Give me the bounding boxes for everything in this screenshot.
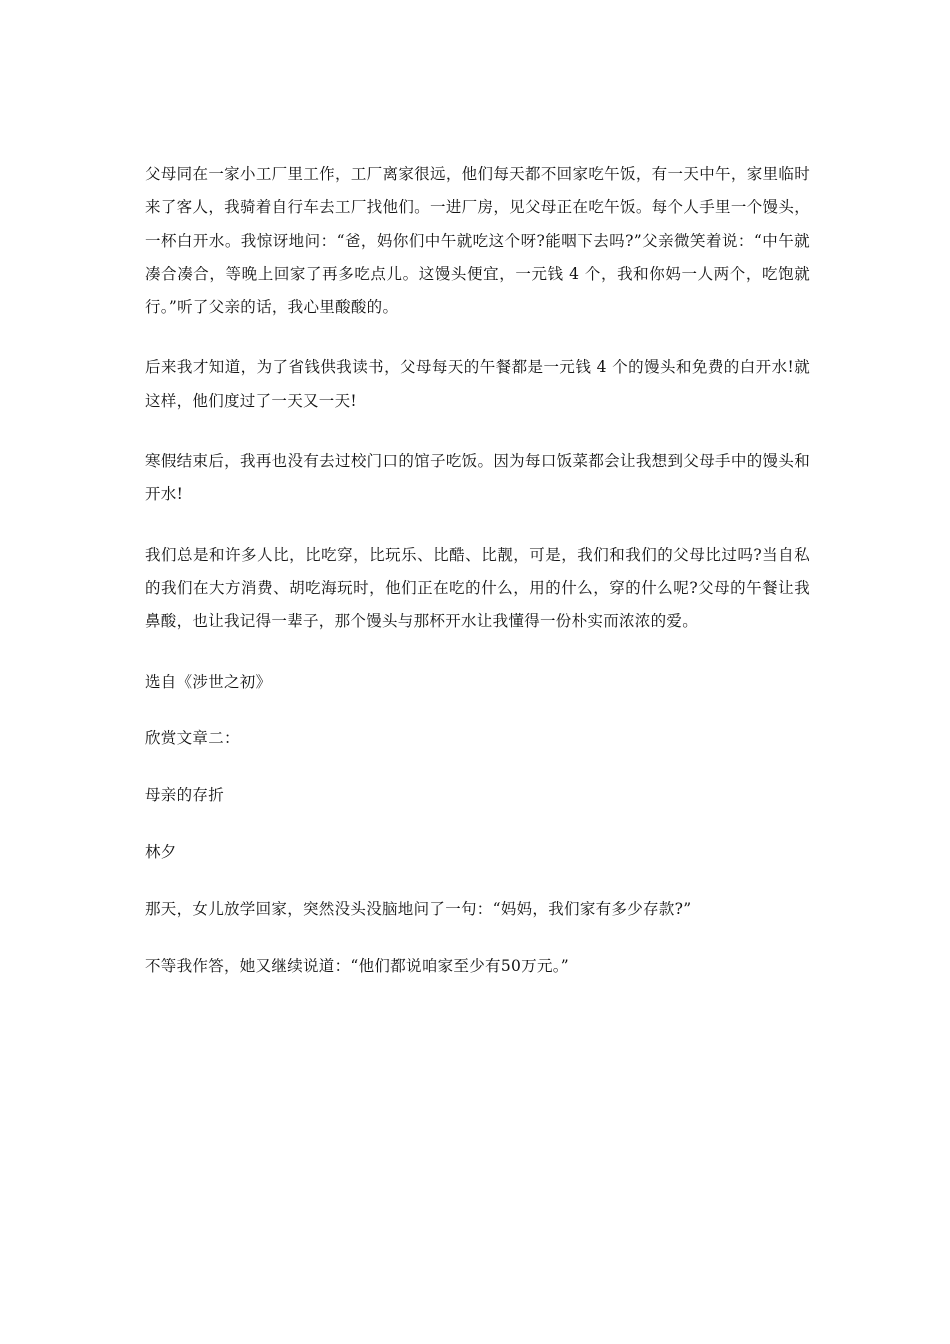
paragraph-daughter-question: 那天，女儿放学回家，突然没头没脑地问了一句：“妈妈，我们家有多少存款?” bbox=[145, 899, 692, 918]
paragraph-winter-break: 寒假结束后，我再也没有去过校门口的馆子吃饭。因为每口饭菜都会让我想到父母手中的馒头和开水! bbox=[145, 452, 810, 504]
article-author: 林夕 bbox=[145, 842, 177, 861]
paragraph-saving-money: 后来我才知道，为了省钱供我读书，父母每天的午餐都是一元钱 4 个的馒头和免费的白开水!就这样，他们度过了一天又一天! bbox=[145, 358, 810, 410]
source-citation: 选自《涉世之初》 bbox=[145, 672, 272, 691]
article-title: 母亲的存折 bbox=[145, 786, 225, 805]
section-heading: 欣赏文章二： bbox=[145, 729, 240, 748]
paragraph-reflection: 我们总是和许多人比，比吃穿，比玩乐、比酷、比靓，可是，我们和我们的父母比过吗?当自私的我们在大方消费、胡吃海玩时，他们正在吃的什么，用的什么，穿的什么呢?父母的午餐让我鼻酸，也让我记得一辈子，那个馒头与那杯开水让我懂得一份朴实而浓浓的爱。 bbox=[145, 545, 810, 631]
document-body bbox=[145, 158, 810, 1006]
paragraph-factory-lunch: 父母同在一家小工厂里工作，工厂离家很远，他们每天都不回家吃午饭，有一天中午，家里临时来了客人，我骑着自行车去工厂找他们。一进厂房，见父母正在吃午饭。每个人手里一个馒头，一杯白开水。我惊讶地问：“爸，妈你们中午就吃这个呀?能咽下去吗?”父亲微笑着说：“中午就凑合凑合，等晚上回家了再多吃点儿。这馒头便宜，一元钱 4 个，我和你妈一人两个，吃饱就行。”听了父亲的话，我心里酸酸的。 bbox=[145, 165, 810, 317]
paragraph-daughter-continues: 不等我作答，她又继续说道：“他们都说咱家至少有50万元。” bbox=[145, 956, 570, 975]
